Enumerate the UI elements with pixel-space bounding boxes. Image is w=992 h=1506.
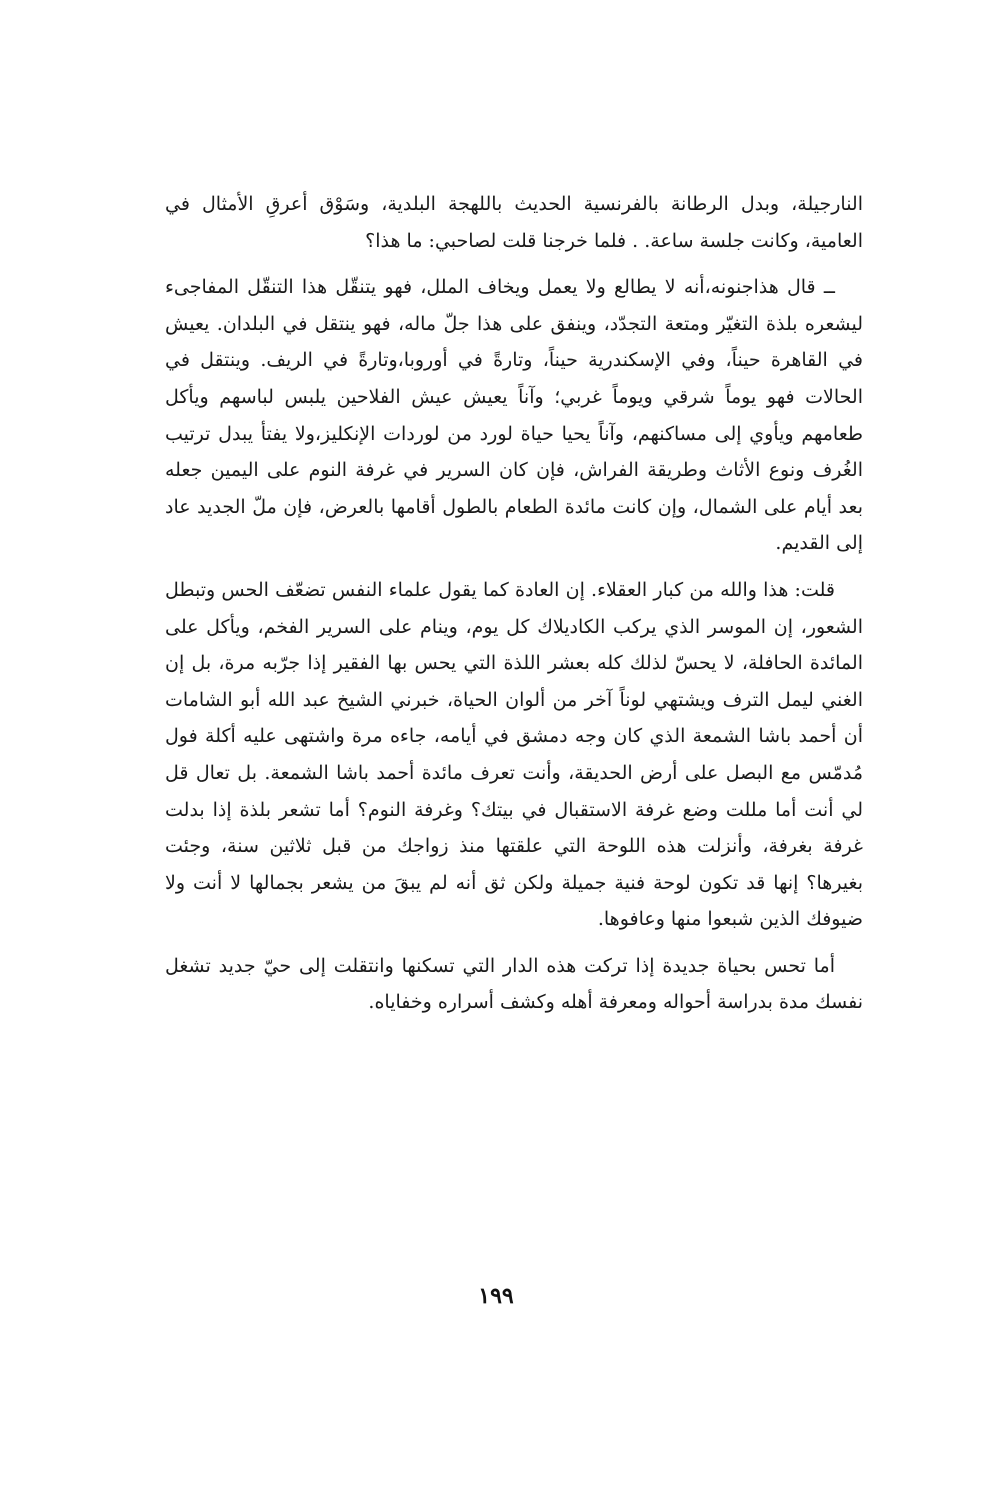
paragraph-1: النارجيلة، وبدل الرطانة بالفرنسية الحديث باللهجة البلدية، وسَوْق أعرقِ الأمثال في العامية، وكانت جلسة ساعة. . فلما خرجنا قلت لصاحبي: ما هذا؟ — [165, 193, 863, 252]
body-text — [165, 186, 863, 1031]
paragraph-3: قلت: هذا والله من كبار العقلاء. إن العادة كما يقول علماء النفس تضعّف الحس وتبطل الشعور، إن الموسر الذي يركب الكاديلاك كل يوم، وينام على السرير الفخم، ويأكل على المائدة الحافلة، لا يحسّ لذلك كله بعشر اللذة التي يحس بها الفقير إذا جرّبه مرة، بل إن الغني ليمل الترف ويشتهي لوناً آخر من ألوان الحياة، خبرني الشيخ عبد الله أبو الشامات أن أحمد باشا الشمعة الذي كان وجه دمشق في أيامه، جاءه مرة واشتهى عليه أكلة فول مُدمّس مع البصل على أرض الحديقة، وأنت تعرف مائدة أحمد باشا الشمعة. بل تعال قل لي أنت أما مللت وضع غرفة الاستقبال في بيتك؟ وغرفة النوم؟ أما تشعر بلذة إذا بدلت غرفة بغرفة، وأنزلت هذه اللوحة التي علقتها منذ زواجك من قبل ثلاثين سنة، وجئت بغيرها؟ إنها قد تكون لوحة فنية جميلة ولكن ثق أنه لم يبقَ من يشعر بجمالها لا أنت ولا ضيوفك الذين شبعوا منها وعافوها. — [165, 578, 863, 931]
paragraph-2: ــ قال هذاجنونه،أنه لا يطالع ولا يعمل ويخاف الملل، فهو يتنقّل هذا التنقّل المفاجىء ليشعره بلذة التغيّر ومتعة التجدّد، وينفق على هذا جلّ ماله، فهو ينتقل في البلدان. يعيش في القاهرة حيناً، وفي الإسكندرية حيناً، وتارةً في أوروبا،وتارةً في الريف. وينتقل في الحالات فهو يوماً شرقي ويوماً غربي؛ وآناً يعيش عيش الفلاحين يلبس لباسهم ويأكل طعامهم ويأوي إلى مساكنهم، وآناً يحيا حياة لورد من لوردات الإنكليز،ولا يفتأ يبدل ترتيب الغُرف ونوع الأثاث وطريقة الفراش، فإن كان السرير في غرفة النوم على اليمين جعله بعد أيام على الشمال، وإن كانت مائدة الطعام بالطول أقامها بالعرض، فإن ملّ الجديد عاد إلى القديم. — [165, 276, 863, 555]
page-number: ١٩٩ — [478, 1283, 514, 1309]
paragraph-4: أما تحس بحياة جديدة إذا تركت هذه الدار التي تسكنها وانتقلت إلى حيّ جديد تشغل نفسك مدة بدراسة أحواله ومعرفة أهله وكشف أسراره وخفاياه. — [165, 954, 863, 1014]
